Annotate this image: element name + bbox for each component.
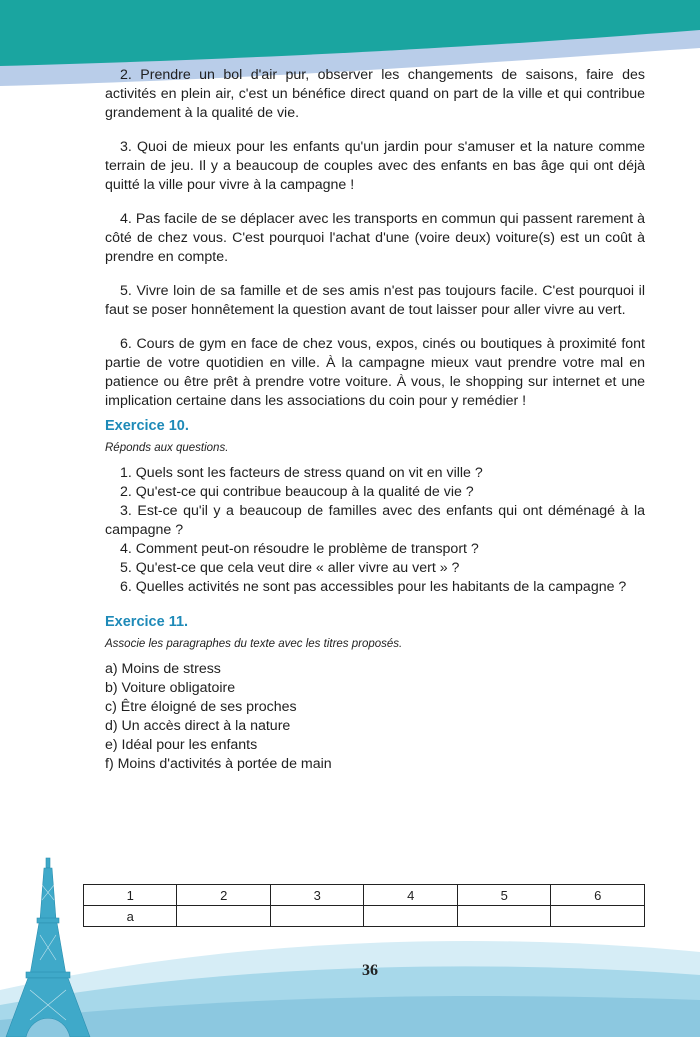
option-d: d) Un accès direct à la nature xyxy=(105,718,291,734)
header-cell-5: 5 xyxy=(457,885,550,906)
option-b: b) Voiture obligatoire xyxy=(105,680,236,696)
exercise-11-instruction: Associe les paragraphes du texte avec les titres proposés. xyxy=(105,638,403,650)
question-5: 5. Qu'est-ce que cela veut dire « aller vivre au vert » ? xyxy=(120,560,460,576)
exercise-10-instruction: Réponds aux questions. xyxy=(105,442,229,454)
answer-cell-3[interactable] xyxy=(270,906,363,927)
paragraph-3: 3. Quoi de mieux pour les enfants qu'un jardin pour s'amuser et la nature comme terrain de jeu. Il y a beaucoup de couples avec des enfants en bas âge qui ont déjà quitté la ville pour vivre à la campagne ! xyxy=(105,139,645,193)
header-cell-4: 4 xyxy=(364,885,457,906)
paragraph-2: 2. Prendre un bol d'air pur, observer les changements de saisons, faire des activités en plein air, c'est un bénéfice direct quand on part de la ville et qui contribue grandement à la qualité de vie. xyxy=(105,67,645,121)
paragraph-4: 4. Pas facile de se déplacer avec les transports en commun qui passent rarement à côté de chez vous. C'est pourquoi l'achat d'une (voire deux) voiture(s) est un coût à prendre en compte. xyxy=(105,211,645,265)
option-e: e) Idéal pour les enfants xyxy=(105,737,258,753)
question-1: 1. Quels sont les facteurs de stress quand on vit en ville ? xyxy=(120,465,483,481)
paragraph-5: 5. Vivre loin de sa famille et de ses amis n'est pas toujours facile. C'est pourquoi il faut se poser honnêtement la question avant de tout laisser pour aller vivre au vert. xyxy=(105,283,645,318)
exercise-11-options xyxy=(105,660,645,774)
answer-table-answer-row xyxy=(84,906,645,927)
header-cell-3: 3 xyxy=(270,885,363,906)
answer-cell-4[interactable] xyxy=(364,906,457,927)
option-a: a) Moins de stress xyxy=(105,661,221,677)
exercise-10-questions xyxy=(105,464,645,597)
answer-table-header-row xyxy=(84,885,645,906)
question-3: 3. Est-ce qu'il y a beaucoup de familles avec des enfants qui ont déménagé à la campagne ? xyxy=(105,503,645,538)
exercise-11-title: Exercice 11. xyxy=(105,614,189,630)
answer-cell-1[interactable]: a xyxy=(84,906,177,927)
answer-cell-5[interactable] xyxy=(457,906,550,927)
option-c: c) Être éloigné de ses proches xyxy=(105,699,297,715)
answer-cell-2[interactable] xyxy=(177,906,270,927)
header-cell-2: 2 xyxy=(177,885,270,906)
option-f: f) Moins d'activités à portée de main xyxy=(105,756,332,772)
question-2: 2. Qu'est-ce qui contribue beaucoup à la qualité de vie ? xyxy=(120,484,474,500)
answer-cell-6[interactable] xyxy=(551,906,645,927)
exercise-10-title: Exercice 10. xyxy=(105,418,189,434)
paragraph-6: 6. Cours de gym en face de chez vous, expos, cinés ou boutiques à proximité font partie de votre quotidien en ville. À la campagne mieux vaut prendre votre mal en patience ou être prêt à prendre votre voiture. À vous, le shopping sur internet et une implication certaine dans les associations du coin pour y remédier ! xyxy=(105,336,645,409)
header-cell-1: 1 xyxy=(84,885,177,906)
question-4: 4. Comment peut-on résoudre le problème de transport ? xyxy=(120,541,479,557)
answer-table xyxy=(83,884,645,927)
page-content xyxy=(105,66,645,774)
question-6: 6. Quelles activités ne sont pas accessibles pour les habitants de la campagne ? xyxy=(120,579,627,595)
page-number: 36 xyxy=(362,962,378,979)
header-cell-6: 6 xyxy=(551,885,645,906)
